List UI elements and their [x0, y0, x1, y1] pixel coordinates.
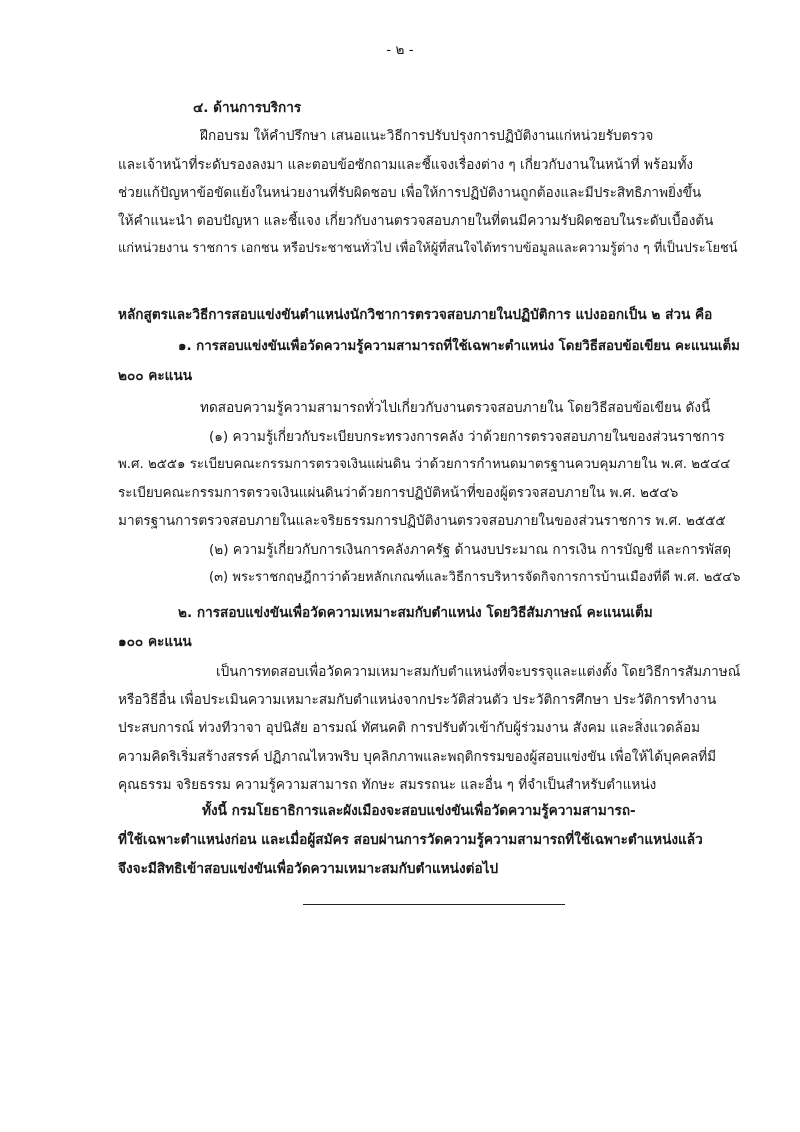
- closing-line: ที่ใช้เฉพาะตำแหน่งก่อน และเมื่อผู้สมัคร สอบผ่านการวัดความรู้ความสามารถที่ใช้เฉพาะตำแหน่งแล้ว: [118, 832, 703, 848]
- part-1-item-1-line: มาตรฐานการตรวจสอบภายในและจริยธรรมการปฏิบัติงานตรวจสอบภายในของส่วนราชการ พ.ศ. ๒๕๕๕: [118, 513, 726, 529]
- section-4-paragraph-line: ให้คำแนะนำ ตอบปัญหา และชี้แจง เกี่ยวกับงานตรวจสอบภายในที่ตนมีความรับผิดชอบในระดับเบื้องต้น: [118, 213, 714, 229]
- section-4-paragraph-line: และเจ้าหน้าที่ระดับรองลงมา และตอบข้อซักถามและชี้แจงเรื่องต่าง ๆ เกี่ยวกับงานในหน้าที่ พร้อมทั้ง: [118, 157, 694, 173]
- part-1-heading: ๑. การสอบแข่งขันเพื่อวัดความรู้ความสามารถที่ใช้เฉพาะตำแหน่ง โดยวิธีสอบข้อเขียน คะแนนเต็ม: [178, 339, 740, 354]
- page-number: - ๒ -: [386, 42, 414, 58]
- part-1-intro: ทดสอบความรู้ความสามารถทั่วไปเกี่ยวกับงานตรวจสอบภายใน โดยวิธีสอบข้อเขียน ดังนี้: [200, 400, 711, 416]
- part-1-item-1-line: (๑) ความรู้เกี่ยวกับระเบียบกระทรวงการคลัง ว่าด้วยการตรวจสอบภายในของส่วนราชการ: [209, 429, 725, 445]
- section-4-paragraph-line: ฝึกอบรม ให้คำปรึกษา เสนอแนะวิธีการปรับปรุงการปฏิบัติงานแก่หน่วยรับตรวจ: [200, 128, 654, 144]
- section-4-paragraph-line: แก่หน่วยงาน ราชการ เอกชน หรือประชาชนทั่วไป เพื่อให้ผู้ที่สนใจได้ทราบข้อมูลและความรู้ต่าง ๆ ที่เป็นประโยชน์: [118, 241, 738, 256]
- curriculum-heading: หลักสูตรและวิธีการสอบแข่งขันตำแหน่งนักวิชาการตรวจสอบภายในปฏิบัติการ แบ่งออกเป็น ๒ ส่วน คือ: [118, 307, 713, 323]
- section-4-paragraph-line: ช่วยแก้ปัญหาข้อขัดแย้งในหน่วยงานที่รับผิดชอบ เพื่อให้การปฏิบัติงานถูกต้องและมีประสิทธิภาพยิ่งขึ้น: [118, 185, 702, 201]
- end-divider-line: [303, 904, 565, 905]
- part-1-item-2: (๒) ความรู้เกี่ยวกับการเงินการคลังภาครัฐ ด้านงบประมาณ การเงิน การบัญชี และการพัสดุ: [209, 542, 732, 558]
- part-2-paragraph-line: คุณธรรม จริยธรรม ความรู้ความสามารถ ทักษะ สมรรถนะ และอื่น ๆ ที่จำเป็นสำหรับตำแหน่ง: [118, 777, 657, 793]
- part-1-heading-score: ๒๐๐ คะแนน: [118, 368, 193, 384]
- part-2-paragraph-line: ประสบการณ์ ท่วงทีวาจา อุปนิสัย อารมณ์ ทัศนคติ การปรับตัวเข้ากับผู้ร่วมงาน สังคม และสิ่งแวดล้อม: [118, 720, 701, 736]
- closing-line: ทั้งนี้ กรมโยธาธิการและผังเมืองจะสอบแข่งขันเพื่อวัดความรู้ความสามารถ-: [202, 803, 636, 819]
- closing-line: จึงจะมีสิทธิเข้าสอบแข่งขันเพื่อวัดความเหมาะสมกับตำแหน่งต่อไป: [118, 861, 499, 877]
- part-2-heading: ๒. การสอบแข่งขันเพื่อวัดความเหมาะสมกับตำแหน่ง โดยวิธีสัมภาษณ์ คะแนนเต็ม: [178, 605, 653, 621]
- part-1-item-1-line: พ.ศ. ๒๕๕๑ ระเบียบคณะกรรมการตรวจเงินแผ่นดิน ว่าด้วยการกำหนดมาตรฐานควบคุมภายใน พ.ศ. ๒๕๔๔: [118, 457, 731, 472]
- part-2-paragraph-line: หรือวิธีอื่น เพื่อประเมินความเหมาะสมกับตำแหน่งจากประวัติส่วนตัว ประวัติการศึกษา ประวัติการทำงาน: [118, 692, 717, 708]
- part-2-heading-score: ๑๐๐ คะแนน: [118, 634, 192, 650]
- section-4-heading: ๔. ด้านการบริการ: [193, 100, 302, 116]
- part-1-item-3: (๓) พระราชกฤษฎีกาว่าด้วยหลักเกณฑ์และวิธีการบริหารจัดกิจการการบ้านเมืองที่ดี พ.ศ. ๒๕๔๖: [209, 570, 740, 585]
- part-2-paragraph-line: เป็นการทดสอบเพื่อวัดความเหมาะสมกับตำแหน่งที่จะบรรจุและแต่งตั้ง โดยวิธีการสัมภาษณ์: [216, 664, 740, 680]
- part-2-paragraph-line: ความคิดริเริ่มสร้างสรรค์ ปฏิภาณไหวพริบ บุคลิกภาพและพฤติกรรมของผู้สอบแข่งขัน เพื่อให้ได้บุคคลที่มี: [118, 749, 717, 765]
- part-1-item-1-line: ระเบียบคณะกรรมการตรวจเงินแผ่นดินว่าด้วยการปฏิบัติหน้าที่ของผู้ตรวจสอบภายใน พ.ศ. ๒๕๔๖: [118, 485, 679, 501]
